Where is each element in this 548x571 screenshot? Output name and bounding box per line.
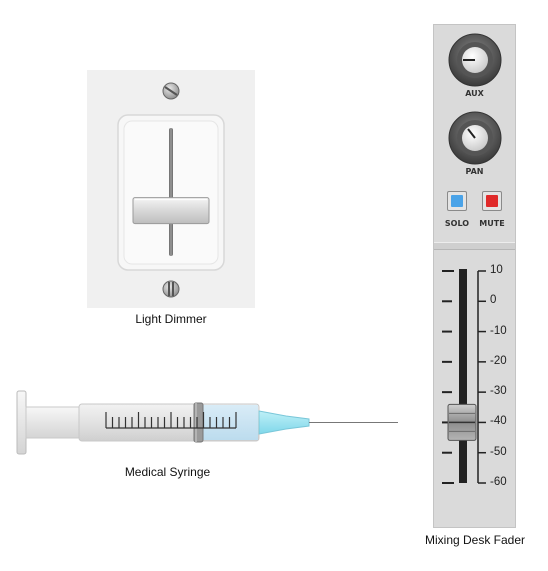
mixer-caption: Mixing Desk Fader	[424, 533, 526, 547]
mute-label: MUTE	[479, 219, 505, 228]
fader-scale-label: 10	[490, 264, 503, 276]
pan-label: PAN	[465, 167, 484, 176]
aux-knob[interactable]	[448, 33, 502, 87]
syringe-graphic	[14, 388, 404, 458]
pan-knob[interactable]	[448, 111, 502, 165]
fader-scale-label: -20	[490, 354, 507, 367]
solo-button[interactable]	[447, 191, 467, 211]
bottom-screw-icon	[163, 281, 179, 297]
fader-scale-label: -10	[490, 324, 507, 337]
plunger-thumb-rest[interactable]	[17, 391, 26, 454]
fader-scale-label: -30	[490, 385, 507, 398]
fader-handle[interactable]	[448, 404, 476, 440]
fader-section	[434, 251, 515, 527]
dimmer-slot	[169, 128, 173, 256]
fader-scale-label: 0	[490, 294, 497, 307]
mute-indicator	[486, 195, 498, 207]
dimmer-caption: Light Dimmer	[135, 312, 207, 326]
dimmer-slider-handle[interactable]	[133, 198, 209, 224]
aux-label: AUX	[465, 89, 484, 98]
fader-scale-label: -50	[490, 445, 507, 458]
dimmer-plate	[87, 70, 255, 308]
mixing-desk-strip	[433, 24, 516, 528]
solo-indicator	[451, 195, 463, 207]
fader-slot	[459, 269, 467, 483]
strip-divider	[434, 242, 515, 250]
medical-syringe	[14, 388, 404, 458]
fader-scale-label: -40	[490, 415, 507, 428]
mute-button[interactable]	[482, 191, 502, 211]
syringe-caption: Medical Syringe	[124, 465, 211, 479]
light-dimmer	[87, 70, 255, 308]
fader-scale-label: -60	[490, 476, 507, 488]
solo-label: SOLO	[444, 219, 470, 228]
needle-hub	[259, 411, 309, 434]
top-screw-icon	[163, 83, 179, 99]
